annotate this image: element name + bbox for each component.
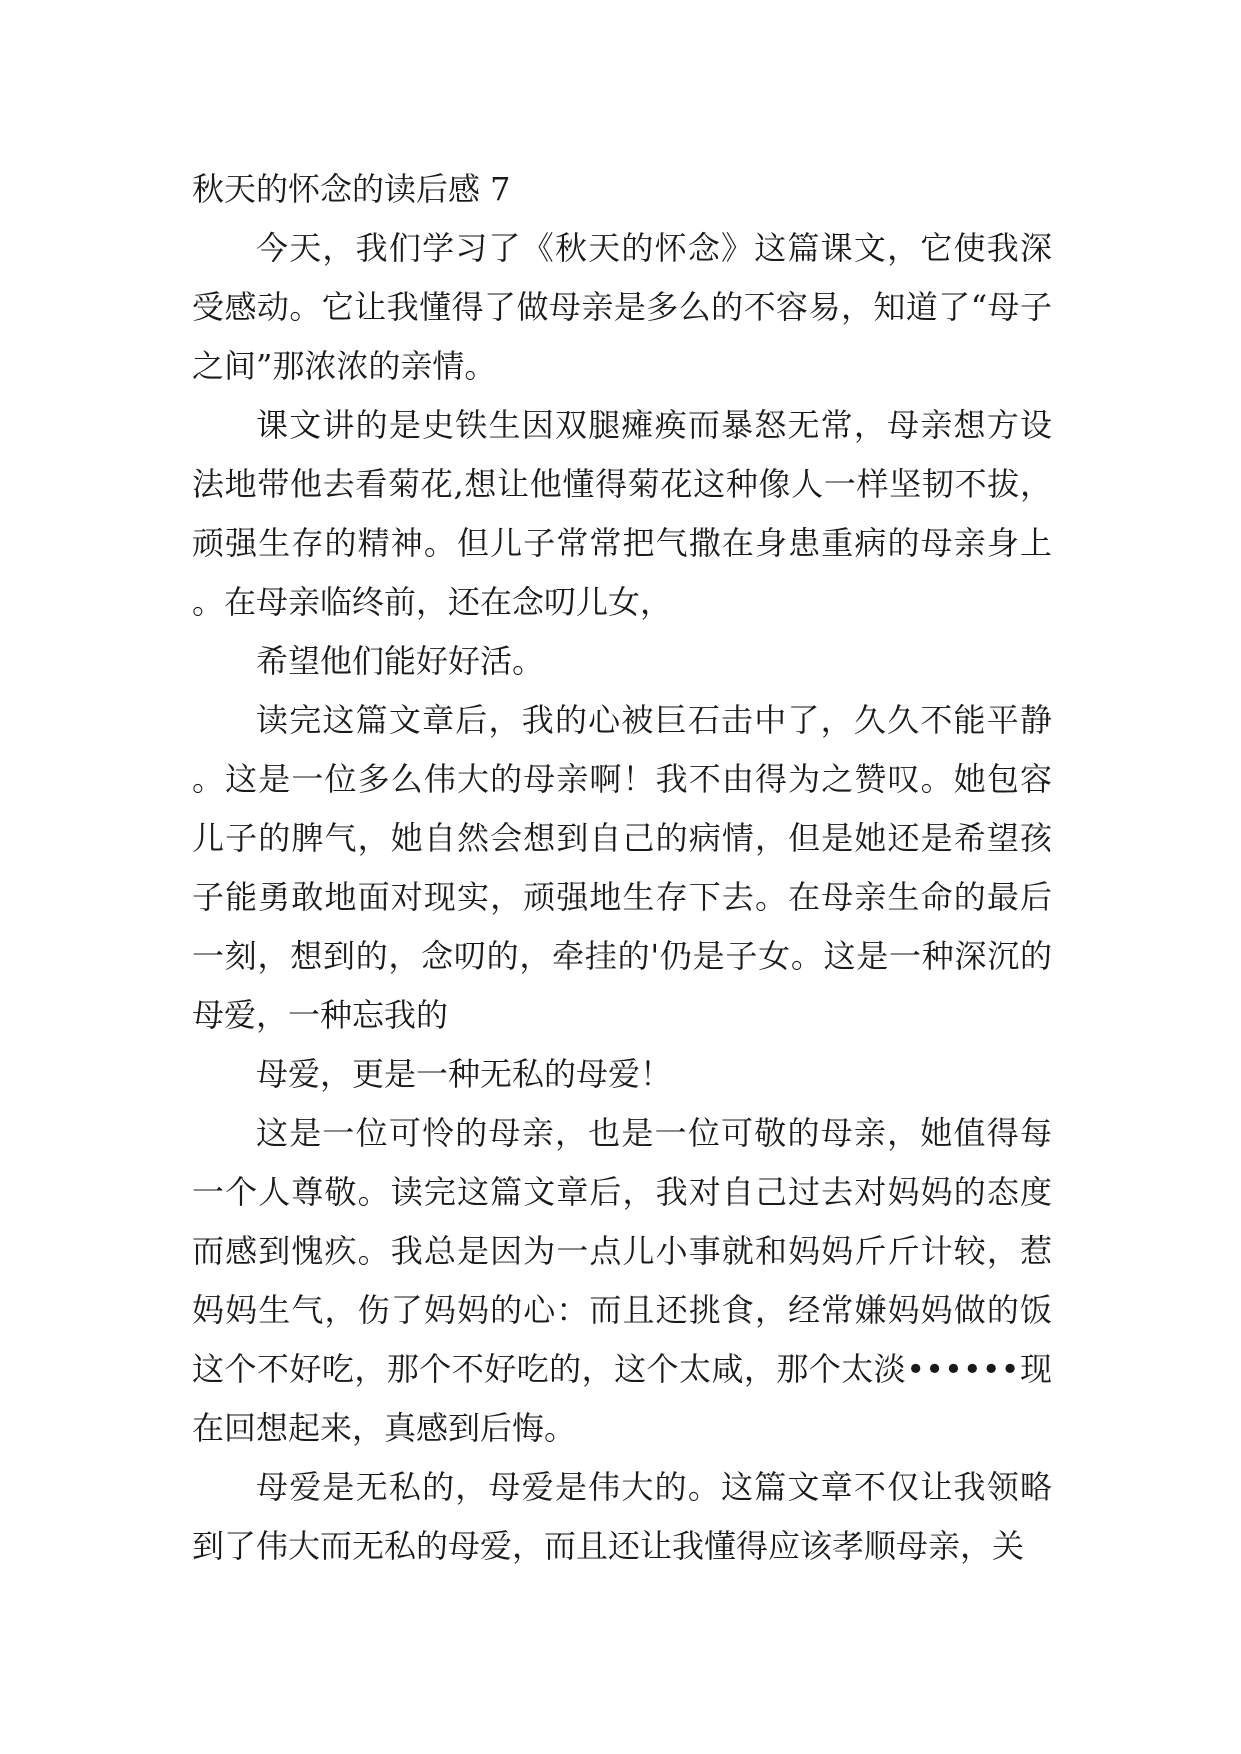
paragraph-7: 母爱是无私的，母爱是伟大的。这篇文章不仅让我领略到了伟大而无私的母爱，而且还让我懂得应该孝顺母亲，关: [192, 1468, 1052, 1565]
paragraph-5: 母爱，更是一种无私的母爱！: [256, 1055, 673, 1093]
paragraph-4: 读完这篇文章后，我的心被巨石击中了，久久不能平静。这是一位多么伟大的母亲啊！我不由得为之赞叹。她包容儿子的脾气，她自然会想到自己的病情，但是她还是希望孩子能勇敢地面对现实，顽强地生存下去。在母亲生命的最后一刻，想到的，念叨的，牵挂的'仍是子女。这是一种深沉的母爱，一种忘我的: [192, 701, 1052, 1034]
paragraph-1: 今天，我们学习了《秋天的怀念》这篇课文，它使我深受感动。它让我懂得了做母亲是多么的不容易，知道了“母子之间”那浓浓的亲情。: [192, 229, 1052, 385]
document-title: 秋天的怀念的读后感 7: [192, 170, 511, 208]
document-body: [192, 160, 1052, 1576]
paragraph-6: 这是一位可怜的母亲，也是一位可敬的母亲，她值得每一个人尊敬。读完这篇文章后，我对自己过去对妈妈的态度而感到愧疚。我总是因为一点儿小事就和妈妈斤斤计较，惹妈妈生气，伤了妈妈的心：而且还挑食，经常嫌妈妈做的饭这个不好吃，那个不好吃的，这个太咸，那个太淡••••••现在回想起来，真感到后悔。: [192, 1114, 1052, 1447]
paragraph-2: 课文讲的是史铁生因双腿瘫痪而暴怒无常，母亲想方设法地带他去看菊花,想让他懂得菊花这种像人一样坚韧不拔，顽强生存的精神。但儿子常常把气撒在身患重病的母亲身上。在母亲临终前，还在念叨儿女，: [192, 406, 1052, 621]
paragraph-3: 希望他们能好好活。: [256, 642, 545, 680]
